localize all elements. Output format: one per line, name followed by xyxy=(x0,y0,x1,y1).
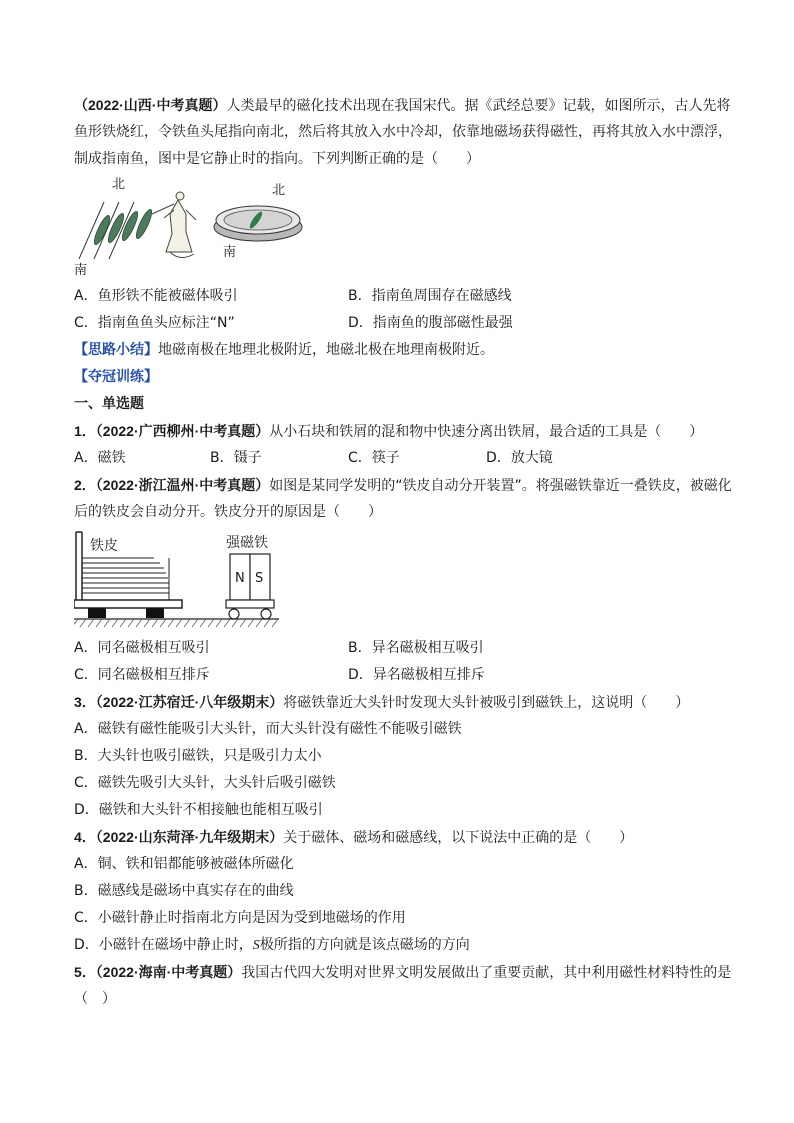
q4-option-b: B．磁感线是磁场中真实存在的曲线 xyxy=(74,883,294,899)
cart-platform xyxy=(74,600,182,608)
q1-source: （2022·广西柳州·中考真题） xyxy=(95,423,270,439)
fig-north-label: 北 xyxy=(112,177,126,192)
q4-text: 关于磁体、磁场和磁感线，以下说法中正确的是（ ） xyxy=(283,830,634,846)
q4-option-c: C．小磁针静止时指南北方向是因为受到地磁场的作用 xyxy=(74,910,406,926)
q3-option-c: C．磁铁先吸引大头针，大头针后吸引磁铁 xyxy=(74,775,336,791)
q4-option-a: A．铜、铁和铝都能够被磁体所磁化 xyxy=(74,856,294,872)
q5-source: （2022·海南·中考真题） xyxy=(95,964,242,980)
q3-stem xyxy=(74,692,689,713)
q3-option-a: A．磁铁有磁性能吸引大头针，而大头针没有磁性不能吸引磁铁 xyxy=(74,721,462,737)
intro-line-3: 制成指南鱼，图中是它静止时的指向。下列判断正确的是（ ） xyxy=(74,151,480,167)
intro-source: （2022·山西·中考真题） xyxy=(74,97,227,113)
q3-text: 将磁铁靠近大头针时发现大头针被吸引到磁铁上，这说明（ ） xyxy=(283,695,690,711)
magnet-cart-platform xyxy=(226,600,274,608)
q5-stem-2: （ ） xyxy=(74,991,116,1007)
q1-option-b: B．镊子 xyxy=(210,450,262,466)
intro-text-1: 人类最早的磁化技术出现在我国宋代。据《武经总要》记载，如图所示，古人先将 xyxy=(226,98,731,114)
q2-option-c: C．同名磁极相互排斥 xyxy=(74,667,210,683)
figure-iron-sheets xyxy=(74,530,284,636)
section-title: 一、单选题 xyxy=(74,396,144,412)
q1-option-d: D．放大镜 xyxy=(486,450,553,466)
q3-option-b: B．大头针也吸引磁铁，只是吸引力太小 xyxy=(74,748,322,764)
intro-option-d: D．指南鱼的腹部磁性最强 xyxy=(348,315,513,331)
q2-stem-2: 后的铁皮会自动分开。铁皮分开的原因是（ ） xyxy=(74,504,382,520)
q2-option-d: D．异名磁极相互排斥 xyxy=(348,667,485,683)
q3-number: 3． xyxy=(74,694,96,710)
q2-option-a: A．同名磁极相互吸引 xyxy=(74,640,210,656)
summary-tag: 【思路小结】 xyxy=(74,342,158,358)
magnet-label: 强磁铁 xyxy=(226,535,268,551)
q1-option-a: A．磁铁 xyxy=(74,450,126,466)
q2-source: （2022·浙江温州·中考真题） xyxy=(95,477,270,493)
magnet-cart-wheel xyxy=(229,609,239,619)
q5-number: 5． xyxy=(74,964,96,980)
iron-sheet-label: 铁皮 xyxy=(90,538,118,554)
q1-text: 从小石块和铁屑的混和物中快速分离出铁屑，最合适的工具是（ ） xyxy=(269,424,704,440)
q4-source: （2022·山东菏泽·九年级期末） xyxy=(95,829,284,845)
summary-text: 地磁南极在地理北极附近，地磁北极在地理南极附近。 xyxy=(158,342,494,358)
q3-option-d: D．磁铁和大头针不相接触也能相互吸引 xyxy=(74,802,323,818)
q1-number: 1． xyxy=(74,423,96,439)
q1-option-c: C．筷子 xyxy=(348,450,400,466)
cart-wheel xyxy=(88,608,106,618)
q5-text-1: 我国古代四大发明对世界文明发展做出了重要贡献，其中利用磁性材料特性的是 xyxy=(241,965,732,981)
q5-stem-1 xyxy=(74,962,731,983)
figure-compass-fish xyxy=(208,180,308,262)
ancient-figure xyxy=(152,192,196,258)
iron-sheet-stack xyxy=(82,558,169,600)
q3-source: （2022·江苏宿迁·八年级期末） xyxy=(95,694,284,710)
intro-option-c: C．指南鱼鱼头应标注“N” xyxy=(74,315,235,331)
summary-line xyxy=(74,340,494,360)
cart-wheel xyxy=(146,608,164,618)
q4-option-d-post: 极所指的方向就是该点磁场的方向 xyxy=(259,937,470,953)
q4-option-d-pole: S xyxy=(252,938,260,953)
intro-option-b: B．指南鱼周围存在磁感线 xyxy=(348,288,512,304)
q2-text-1: 如图是某同学发明的“铁皮自动分开装置”。将强磁铁靠近一叠铁皮，被磁化 xyxy=(269,478,732,494)
q4-option-d xyxy=(74,935,470,956)
compass-south-label: 南 xyxy=(223,245,237,260)
magnet-pole-n: N xyxy=(235,571,245,586)
q1-stem xyxy=(74,421,703,442)
q4-option-d-pre: D．小磁针在磁场中静止时， xyxy=(74,937,253,953)
q2-stem-1 xyxy=(74,475,732,496)
q2-number: 2． xyxy=(74,477,96,493)
ground-hatching xyxy=(74,619,278,627)
training-tag: 【夺冠训练】 xyxy=(74,369,158,385)
intro-line-2: 鱼形铁烧红，令铁鱼头尾指向南北，然后将其放入水中冷却，依靠地磁场获得磁性，再将其放入水中漂浮， xyxy=(74,124,732,140)
q4-number: 4． xyxy=(74,829,96,845)
magnet-cart-wheel xyxy=(261,609,271,619)
q2-option-b: B．异名磁极相互吸引 xyxy=(348,640,484,656)
q4-stem xyxy=(74,827,633,848)
intro-line-1 xyxy=(74,95,730,116)
figure-fish-cooling xyxy=(74,174,214,284)
intro-option-a: A．鱼形铁不能被磁体吸引 xyxy=(74,288,238,304)
magnet-pole-s: S xyxy=(255,571,264,586)
fig-south-label: 南 xyxy=(74,263,88,278)
compass-north-label: 北 xyxy=(272,183,286,198)
